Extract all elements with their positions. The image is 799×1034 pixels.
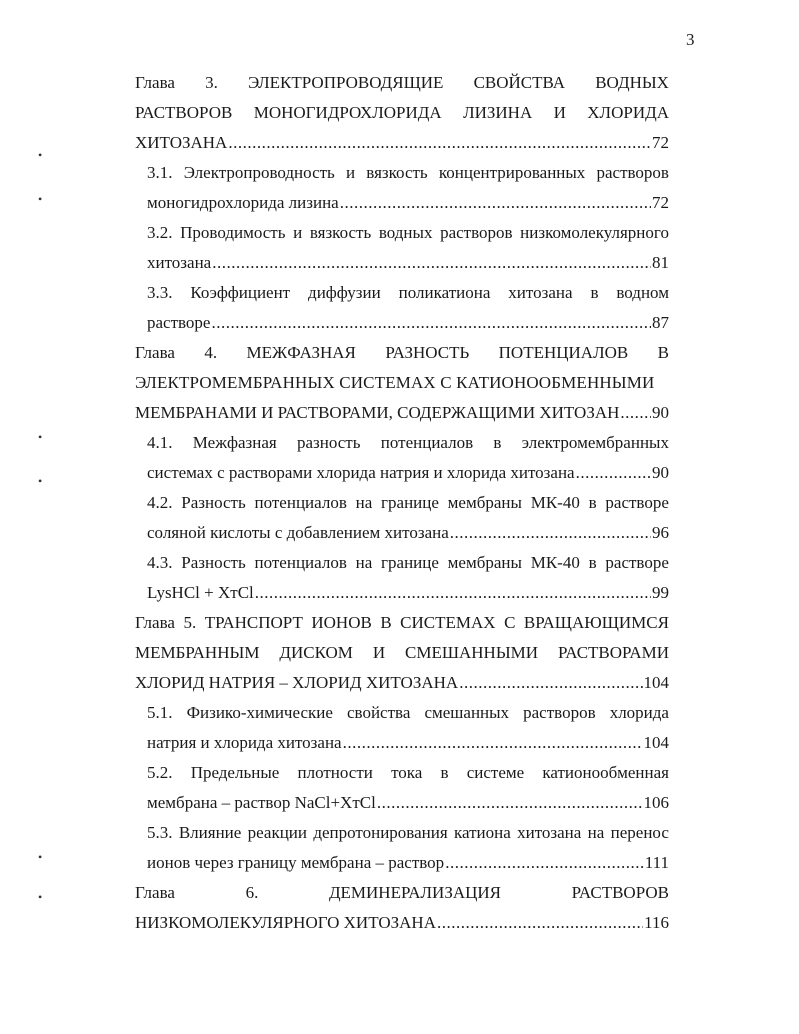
word: хлорида [609, 703, 669, 722]
word: РАЗНОСТЬ [385, 343, 470, 362]
toc-section-3-2-line-2[interactable] [147, 248, 669, 278]
word: вязкость [309, 223, 372, 242]
toc-section-3-1-line-1 [147, 158, 669, 188]
toc-entry-title: хитозана [147, 253, 212, 272]
scan-speck: • [38, 850, 43, 864]
toc-entry-title: НИЗКОМОЛЕКУЛЯРНОГО ХИТОЗАНА [135, 913, 436, 932]
toc-page-number: 96 [652, 523, 669, 542]
word: смешанных [424, 703, 510, 722]
toc-entry-title: соляной кислоты с добавлением хитозана [147, 523, 449, 542]
toc-chapter-4-line-1 [135, 338, 669, 368]
toc-chapter-3-line-2 [135, 98, 669, 128]
word: 5.2. [147, 763, 173, 782]
dot-leader [450, 518, 651, 548]
word: МК-40 [530, 553, 580, 572]
word: растворе [605, 553, 669, 572]
word: Глава [135, 343, 175, 362]
word: 5.3. [147, 823, 173, 842]
toc-chapter-6-line-1 [135, 878, 669, 908]
word: ХЛОРИДА [587, 103, 669, 122]
word: катиона [454, 823, 511, 842]
word: и [346, 163, 356, 182]
word: плотности [297, 763, 373, 782]
word: системе [466, 763, 525, 782]
page-number: 3 [686, 30, 695, 49]
toc-chapter-4-line-3[interactable] [135, 398, 669, 428]
word: 4.1. [147, 433, 173, 452]
word: ЭЛЕКТРОПРОВОДЯЩИЕ [247, 73, 444, 92]
toc-entry-title: моногидрохлорида лизина [147, 193, 339, 212]
toc-page-number: 106 [643, 793, 669, 812]
toc-page-number: 111 [644, 853, 669, 872]
word: ДИСКОМ [279, 643, 353, 662]
word: на [355, 553, 373, 572]
word: депротонирования [313, 823, 448, 842]
word: катионообменная [542, 763, 669, 782]
word: Влияние [178, 823, 242, 842]
toc-entry-title: мембрана – раствор NaCl+XтCl [147, 793, 376, 812]
word: в [440, 763, 449, 782]
word: МЕМБРАННЫМ [135, 643, 260, 662]
word: ДЕМИНЕРАЛИЗАЦИЯ [328, 883, 502, 902]
word: Глава [135, 73, 175, 92]
word: Коэффициент [190, 283, 291, 302]
toc-section-3-3-line-1 [147, 278, 669, 308]
word: хитозана [517, 823, 582, 842]
toc-section-4-3-line-2[interactable] [147, 578, 669, 608]
toc-page-number: 90 [652, 463, 669, 482]
word: И [553, 103, 566, 122]
dot-leader [445, 848, 644, 878]
toc-entry-title: ХИТОЗАНА [135, 133, 228, 152]
word: концентрированных [438, 163, 586, 182]
word: границе [381, 493, 439, 512]
word: растворов [596, 163, 669, 182]
toc-entry-title: растворе [147, 313, 211, 332]
word: потенциалов [380, 433, 474, 452]
word: СМЕШАННЫМИ [405, 643, 539, 662]
word: Межфазная [192, 433, 277, 452]
word: свойства [346, 703, 411, 722]
toc-entry-title: натрия и хлорида хитозана [147, 733, 342, 752]
word: 3.3. [147, 283, 173, 302]
dot-leader [211, 308, 651, 338]
word: МЕЖФАЗНАЯ [246, 343, 356, 362]
word: Электропроводность [183, 163, 335, 182]
word: Разность [181, 553, 246, 572]
word: вязкость [366, 163, 428, 182]
toc-entry-title: ионов через границу мембрана – раствор [147, 853, 445, 872]
scan-speck: • [38, 890, 43, 904]
word: ЛИЗИНА [463, 103, 533, 122]
word: перенос [610, 823, 669, 842]
word: 3.1. [147, 163, 173, 182]
scan-speck: • [38, 148, 43, 162]
word: диффузии [308, 283, 381, 302]
toc-page-number: 72 [652, 133, 669, 152]
dot-leader [620, 398, 651, 428]
dot-leader [459, 668, 642, 698]
toc-section-4-2-line-2[interactable] [147, 518, 669, 548]
toc-section-4-2-line-1 [147, 488, 669, 518]
word: СВОЙСТВА [473, 73, 566, 92]
word: мембраны [447, 553, 522, 572]
scan-speck: • [38, 474, 43, 488]
toc-page-number: 72 [652, 193, 669, 212]
word: Предельные [190, 763, 280, 782]
toc-section-5-2-line-1 [147, 758, 669, 788]
dot-leader [377, 788, 643, 818]
word: на [355, 493, 373, 512]
dot-leader [255, 578, 651, 608]
toc-entry-title: ХЛОРИД НАТРИЯ – ХЛОРИД ХИТОЗАНА [135, 673, 459, 692]
word: 6. [245, 883, 259, 902]
toc-section-5-1-line-2[interactable] [147, 728, 669, 758]
word: на [587, 823, 605, 842]
word: ВОДНЫХ [595, 73, 669, 92]
word: в [588, 493, 597, 512]
word: МК-40 [530, 493, 580, 512]
toc-page-number: 87 [652, 313, 669, 332]
word: В [657, 343, 669, 362]
word: ВРАЩАЮЩИМСЯ [523, 613, 669, 632]
toc-page-number: 104 [643, 673, 669, 692]
toc-chapter-4-line-2 [135, 368, 669, 398]
word: в [590, 283, 599, 302]
word: в [588, 553, 597, 572]
word: 5.1. [147, 703, 173, 722]
dot-leader [343, 728, 643, 758]
toc-entry-title: МЕМБРАНАМИ И РАСТВОРАМИ, СОДЕРЖАЩИМИ ХИТОЗАН [135, 403, 620, 422]
word: И [372, 643, 386, 662]
word: 5. [183, 613, 197, 632]
toc-section-5-3-line-2[interactable] [147, 848, 669, 878]
word: Физико-химические [186, 703, 333, 722]
dot-leader [576, 458, 651, 488]
toc-page-number: 99 [652, 583, 669, 602]
word: растворе [605, 493, 669, 512]
toc-section-4-1-line-2[interactable] [147, 458, 669, 488]
dot-leader [340, 188, 651, 218]
dot-leader [228, 128, 651, 158]
toc-chapter-5-line-3[interactable] [135, 668, 669, 698]
toc-entry-title: ЭЛЕКТРОМЕМБРАННЫХ СИСТЕМАХ С КАТИОНООБМЕННЫМИ [135, 373, 655, 392]
word: Проводимость [180, 223, 286, 242]
toc-chapter-3-line-1 [135, 68, 669, 98]
word: Разность [181, 493, 246, 512]
word: разность [296, 433, 361, 452]
word: границе [381, 553, 439, 572]
toc-section-3-2-line-1 [147, 218, 669, 248]
word: МОНОГИДРОХЛОРИДА [253, 103, 442, 122]
word: Глава [135, 613, 175, 632]
word: тока [391, 763, 423, 782]
word: РАСТВОРОВ [135, 103, 233, 122]
word: СИСТЕМАХ [400, 613, 496, 632]
toc-page-number: 81 [652, 253, 669, 272]
toc-chapter-5-line-2 [135, 638, 669, 668]
scan-speck: • [38, 192, 43, 206]
word: РАСТВОРАМИ [557, 643, 669, 662]
word: 3. [205, 73, 218, 92]
scan-speck: • [38, 430, 43, 444]
word: Глава [135, 883, 175, 902]
toc-page-number: 104 [643, 733, 669, 752]
word: ТРАНСПОРТ [204, 613, 303, 632]
word: С [504, 613, 516, 632]
word: низкомолекулярного [520, 223, 669, 242]
toc-chapter-3-line-3[interactable] [135, 128, 669, 158]
word: в [493, 433, 502, 452]
toc-section-5-2-line-2[interactable] [147, 788, 669, 818]
toc-section-3-1-line-2[interactable] [147, 188, 669, 218]
word: водных [378, 223, 433, 242]
dot-leader [437, 908, 643, 938]
toc-section-5-3-line-1 [147, 818, 669, 848]
word: 3.2. [147, 223, 173, 242]
toc-chapter-6-line-2[interactable] [135, 908, 669, 938]
word: 4.3. [147, 553, 173, 572]
word: РАСТВОРОВ [571, 883, 669, 902]
word: потенциалов [254, 553, 347, 572]
toc-entry-title: LysHCl + XтCl [147, 583, 254, 602]
toc-section-4-1-line-1 [147, 428, 669, 458]
dot-leader [212, 248, 651, 278]
word: реакции [247, 823, 307, 842]
toc-page-number: 90 [652, 403, 669, 422]
word: хитозана [508, 283, 573, 302]
word: ПОТЕНЦИАЛОВ [498, 343, 629, 362]
word: и [293, 223, 303, 242]
word: В [380, 613, 392, 632]
word: мембраны [447, 493, 522, 512]
word: потенциалов [254, 493, 347, 512]
toc-page-number: 116 [644, 913, 669, 932]
word: растворов [440, 223, 513, 242]
word: 4.2. [147, 493, 173, 512]
word: водном [616, 283, 669, 302]
word: электромембранных [521, 433, 669, 452]
toc-chapter-5-line-1 [135, 608, 669, 638]
toc-section-5-1-line-1 [147, 698, 669, 728]
toc-entry-title: системах с растворами хлорида натрия и хлорида хитозана [147, 463, 575, 482]
word: 4. [204, 343, 218, 362]
toc-section-4-3-line-1 [147, 548, 669, 578]
word: поликатиона [398, 283, 491, 302]
word: ИОНОВ [311, 613, 372, 632]
word: растворов [523, 703, 596, 722]
toc-section-3-3-line-2[interactable] [147, 308, 669, 338]
